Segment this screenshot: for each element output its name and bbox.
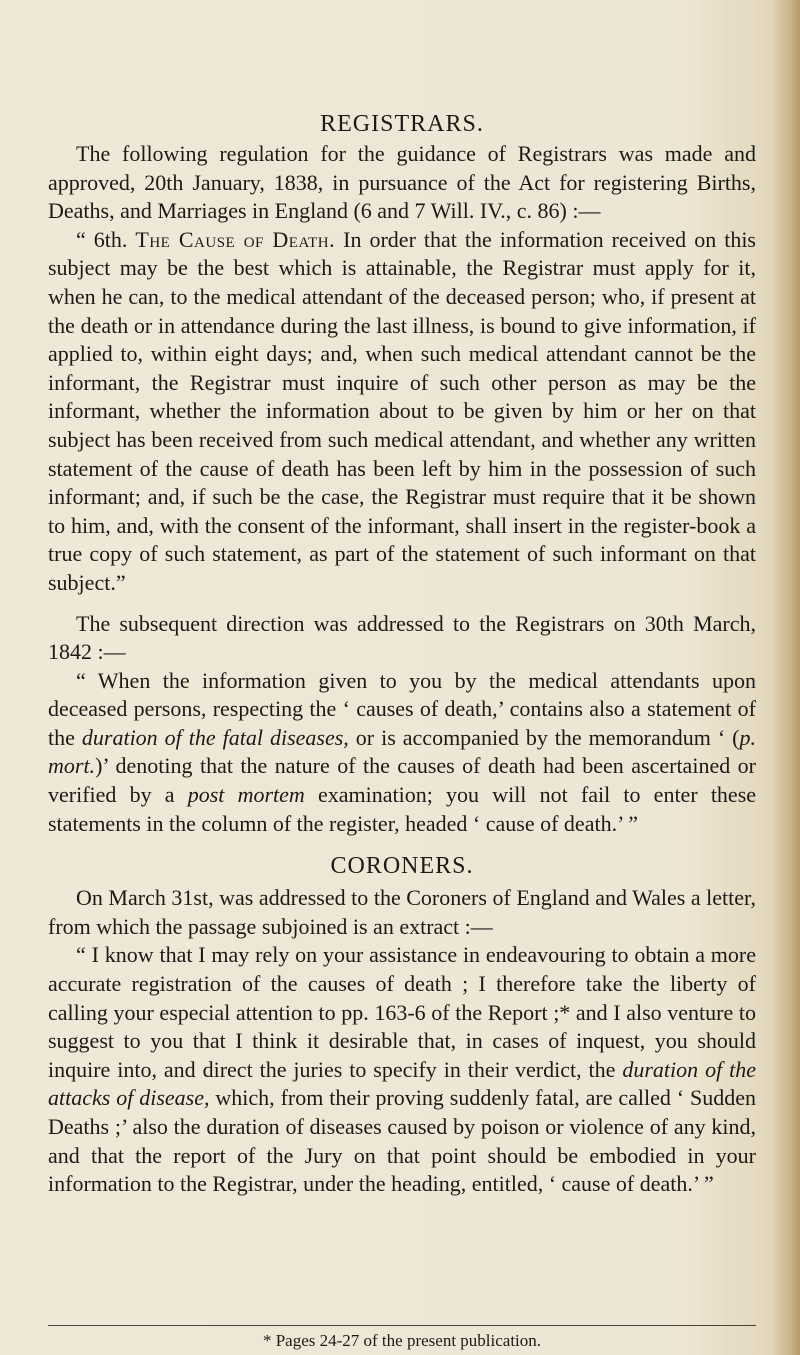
footnote: * Pages 24-27 of the present publication. xyxy=(262,1331,542,1350)
rule-text: In order that the information received on this subject may be the best which is attainable, the Registrar must apply for it, when he can, to the medical attendant of the deceased person; who, if present at the death or in attendance during the last illness, is bound to give information, if applied to, within eight days; and, when such medical attendant cannot be the informant, the Registrar must inquire of such other person as may be the informant, whether the information about to be given by him or her on that subject has been received from such medical attendant, and whether any written statement of the cause of death has been left by him in the possession of such informant; and, if such be the case, the Registrar must require that it be shown to him, and, with the consent of the informant, shall insert in the register-book a true copy of such statement, as part of the statement of such informant on that subject.” xyxy=(48,226,756,595)
coroners-heading: CORONERS. xyxy=(330,853,474,880)
direction-text-d: examination; you will not fail to enter these statements in the column of the register, headed ‘ cause of death.’ ” xyxy=(48,782,757,836)
direction-intro-paragraph: The subsequent direction was addressed to the Registrars on 30th March, 1842 :— xyxy=(48,610,756,665)
coroners-intro-paragraph: On March 31st, was addressed to the Coroners of England and Wales a letter, from which the passage subjoined is an extract :— xyxy=(48,885,756,939)
coroners-letter-paragraph xyxy=(48,941,756,1198)
rule-title: The Cause of Death. xyxy=(135,226,336,252)
rule-number: “ 6th. xyxy=(76,226,128,252)
direction-postmortem-italic: post mortem xyxy=(187,782,305,808)
direction-pmort-italic: p. mort. xyxy=(48,724,756,779)
letter-text-a: “ I know that I may rely on your assistance in endeavouring to obtain a more accurate registration of the causes of death ; I therefore take the liberty of calling your especial attention to pp. 163-6 of the Report ;* and I also venture to suggest to you that I think it desirable that, in cases of inquest, you should inquire into, and direct the juries to specify in their verdict, the xyxy=(48,942,756,1082)
letter-text-b: which, from their proving suddenly fatal, are called ‘ Sudden Deaths ;’ also the duration of diseases caused by poison or violence of any kind, and that the report of the Jury on that point should be embodied in your information to the Registrar, under the heading, entitled, ‘ cause of death.’ ” xyxy=(48,1085,756,1197)
direction-duration-italic: duration of the fatal diseases, xyxy=(81,724,349,750)
direction-text-c: )’ denoting that the nature of the causes of death had been ascertained or verified by a xyxy=(48,753,756,808)
direction-text-a: “ When the information given to you by the medical attendants upon deceased persons, respecting the ‘ causes of death,’ contains also a statement of the xyxy=(48,667,756,750)
cause-of-death-rule-paragraph xyxy=(48,226,756,598)
direction-quote-paragraph xyxy=(48,667,756,839)
registrars-heading: REGISTRARS. xyxy=(320,111,484,137)
footnote-rule xyxy=(48,1325,756,1326)
registrars-intro-paragraph: The following regulation for the guidance of Registrars was made and approved, 20th January, 1838, in pursuance of the Act for registering Births, Deaths, and Marriages in England (6 and 7 Will. IV., c. 86) :— xyxy=(48,141,756,224)
direction-text-b: or is accompanied by the memorandum ‘ ( xyxy=(355,724,740,750)
page-edge-shadow xyxy=(772,0,800,1355)
page-body xyxy=(48,108,756,1199)
letter-duration-italic: duration of the attacks of disease, xyxy=(48,1056,756,1111)
